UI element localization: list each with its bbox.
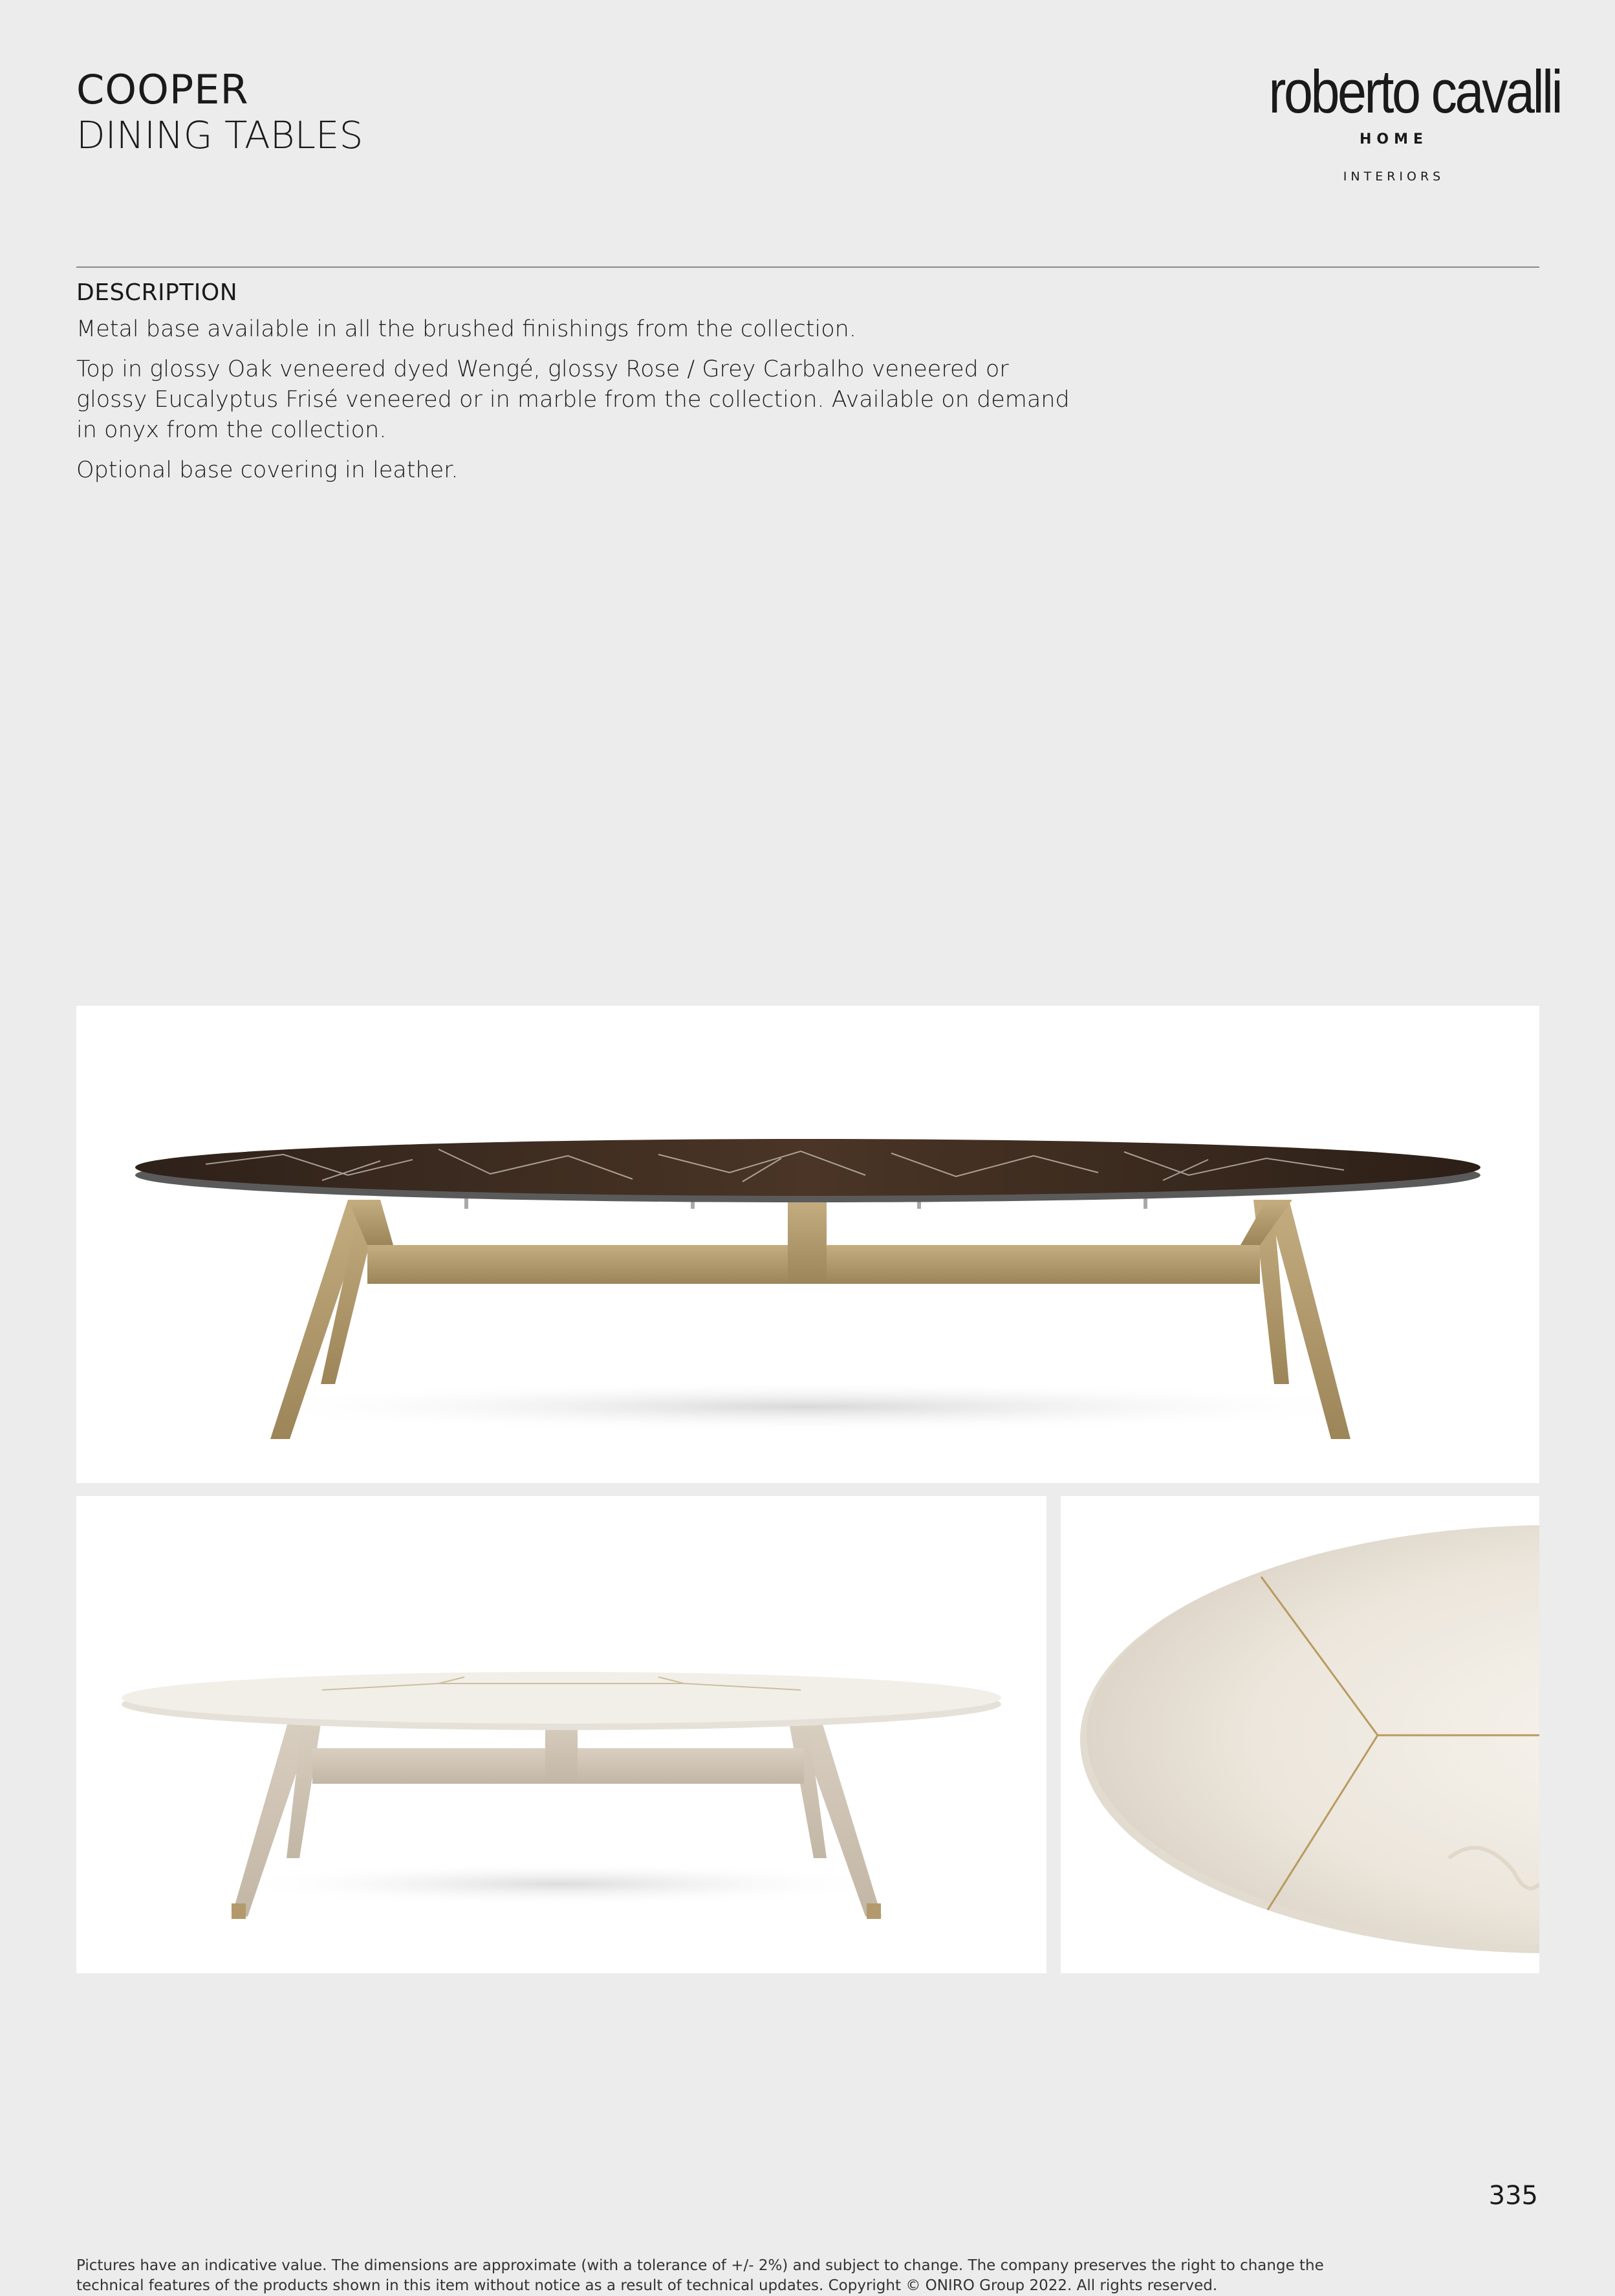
page-number: 335 [1488,2181,1538,2211]
product-category: DINING TABLES [76,113,363,157]
description-paragraph-2: Top in glossy Oak veneered dyed Wengé, glossy Rose / Grey Carbalho veneered or glossy Eucalyptus Frisé veneered or in marble from the collection. Available on demand in onyx from the collection. [76,356,1070,443]
brand-name: roberto cavalli [1268,58,1561,125]
table-top-detail-illustration [1061,1496,1539,1973]
table-top-detail-photo [1061,1496,1539,1973]
footer-disclaimer: Pictures have an indicative value. The dimensions are approximate (with a tolerance of +/- 2%) and subject to change. The company preserves the right to change the technical features of the products shown in this item without notice as a result of technical updates. Copyright © ONIRO Group 2022. All rights reserved. [76,2257,1324,2294]
brand-line-interiors: INTERIORS [1343,169,1445,184]
header-divider [76,266,1539,268]
description-paragraph-1: Metal base available in all the brushed finishings from the collection. [76,316,856,342]
table-dark-marble-photo [76,1006,1539,1483]
table-white-onyx-illustration [76,1496,1046,1973]
description-paragraph-3: Optional base covering in leather. [76,457,459,483]
description-heading: DESCRIPTION [76,279,238,306]
product-name: COOPER [76,66,249,113]
brand-line-home: HOME [1359,131,1429,147]
table-dark-marble-illustration [76,1006,1539,1483]
brand-logo [1248,58,1561,184]
table-white-onyx-photo [76,1496,1046,1973]
